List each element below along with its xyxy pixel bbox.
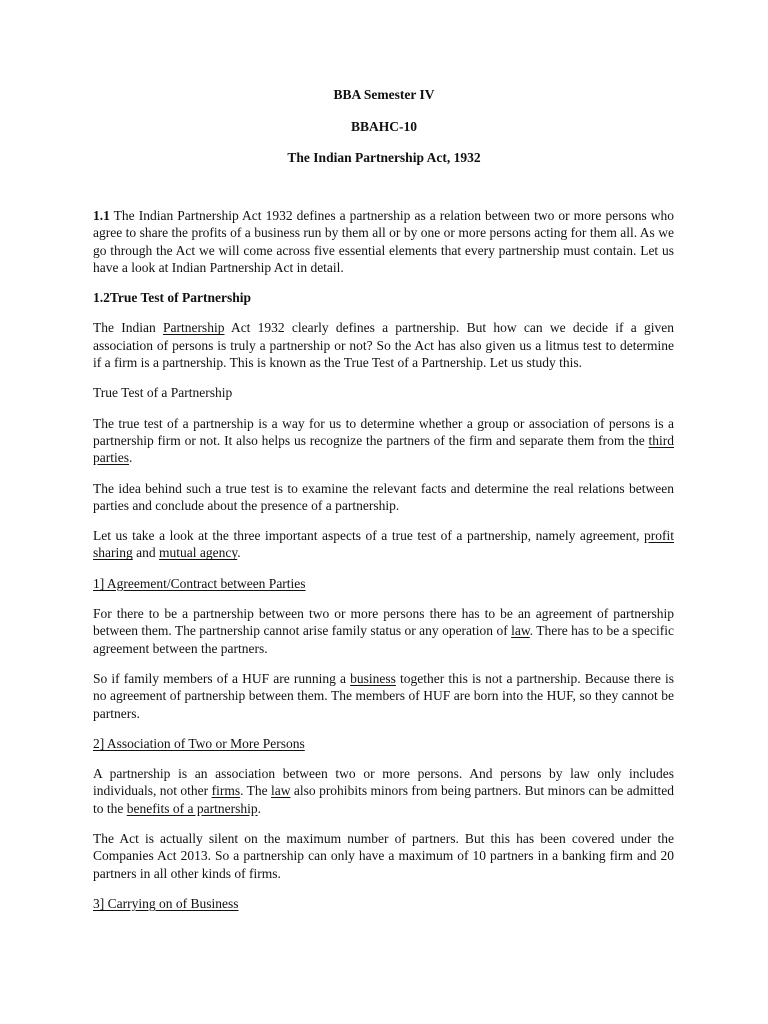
aspect-2-title xyxy=(93,735,674,752)
true-test-subtitle: True Test of a Partnership xyxy=(93,385,233,401)
intro-text: The Indian Partnership Act 1932 defines a partnership as a relation between two or more persons who agree to share the profits of a business run by them all or by one or more persons acting for them all. As we go through the Act we will come across five essential elements that every partnership must contain. Let us have a look at Indian Partnership Act in detail. xyxy=(93,208,674,275)
third-parties-link[interactable]: third parties xyxy=(93,432,674,466)
document-title: The Indian Partnership Act, 1932 xyxy=(287,150,481,165)
course-code: BBAHC-10 xyxy=(350,119,417,134)
true-test-paragraph-2 xyxy=(93,415,674,467)
section-heading-true-test: 1.2True Test of Partnership xyxy=(93,290,251,306)
course-title: BBA Semester IV xyxy=(333,87,435,102)
aspect-1-paragraph-2 xyxy=(93,670,674,722)
text-run: . The xyxy=(240,783,272,799)
section-number: 1.1 xyxy=(93,208,110,223)
law-link-2[interactable]: law xyxy=(271,783,291,799)
text-run: For there to be a partnership between two or more persons there has to be an agreement of partnership between them. The partnership cannot arise family status or any operation of xyxy=(93,606,674,639)
text-run: . xyxy=(237,545,241,561)
aspect-2-title-text: 2] Association of Two or More Persons xyxy=(93,735,305,751)
business-link[interactable]: business xyxy=(350,670,396,686)
aspect-1-title xyxy=(93,575,674,592)
aspect-2-paragraph-1 xyxy=(93,765,674,817)
text-run: and xyxy=(132,545,159,561)
text-run: A partnership is an association between two or more persons. And persons by law only includes individuals, not other xyxy=(93,766,674,799)
partnership-link[interactable]: Partnership xyxy=(162,320,225,336)
text-run: The true test of a partnership is a way for us to determine whether a group or association of persons is a partnership firm or not. It also helps us recognize the partners of the firm and separate them from the xyxy=(93,415,674,448)
law-link[interactable]: law xyxy=(511,623,530,639)
text-run: Let us take a look at the three important aspects of a true test of a partnership, namely agreement, xyxy=(93,528,644,544)
text-run: also prohibits minors from being partners. But minors can be admitted to the xyxy=(93,783,674,816)
benefits-of-partnership-link[interactable]: benefits of a partnership xyxy=(126,800,258,816)
firms-link[interactable]: firms xyxy=(211,783,241,799)
text-run: . There has to be a specific agreement between the partners. xyxy=(93,623,674,656)
text-run: Act 1932 clearly defines a partnership. But how can we decide if a given association of persons is truly a partnership or not? So the Act has also given us a litmus test to determine if a firm is a partnership. This is known as the True Test of a Partnership. Let us study this. xyxy=(93,320,674,371)
document-body xyxy=(93,207,674,925)
intro-paragraph xyxy=(93,207,674,276)
true-test-paragraph-1 xyxy=(93,319,674,371)
text-run: . xyxy=(129,450,133,466)
aspect-3-title xyxy=(93,895,674,912)
aspect-1-paragraph-1 xyxy=(93,605,674,657)
aspect-3-title-text: 3] Carrying on of Business xyxy=(93,895,239,911)
aspect-1-title-text: 1] Agreement/Contract between Parties xyxy=(93,575,306,591)
text-run: The Indian xyxy=(93,320,163,336)
true-test-paragraph-3: The idea behind such a true test is to examine the relevant facts and determine the real relations between parties and conclude about the presence of a partnership. xyxy=(93,480,674,513)
true-test-paragraph-4 xyxy=(93,527,674,562)
text-run: So if family members of a HUF are running a xyxy=(93,670,351,686)
mutual-agency-link[interactable]: mutual agency xyxy=(159,545,238,561)
text-run: . xyxy=(257,800,261,816)
profit-sharing-link[interactable]: profit sharing xyxy=(93,528,674,561)
aspect-2-paragraph-2: The Act is actually silent on the maximum number of partners. But this has been covered under the Companies Act 2013. So a partnership can only have a maximum of 10 partners in a banking firm and 20 partners in all other kinds of firms. xyxy=(93,831,674,881)
text-run: together this is not a partnership. Because there is no agreement of partnership between them. The members of HUF are born into the HUF, so they cannot be partners. xyxy=(93,670,674,721)
